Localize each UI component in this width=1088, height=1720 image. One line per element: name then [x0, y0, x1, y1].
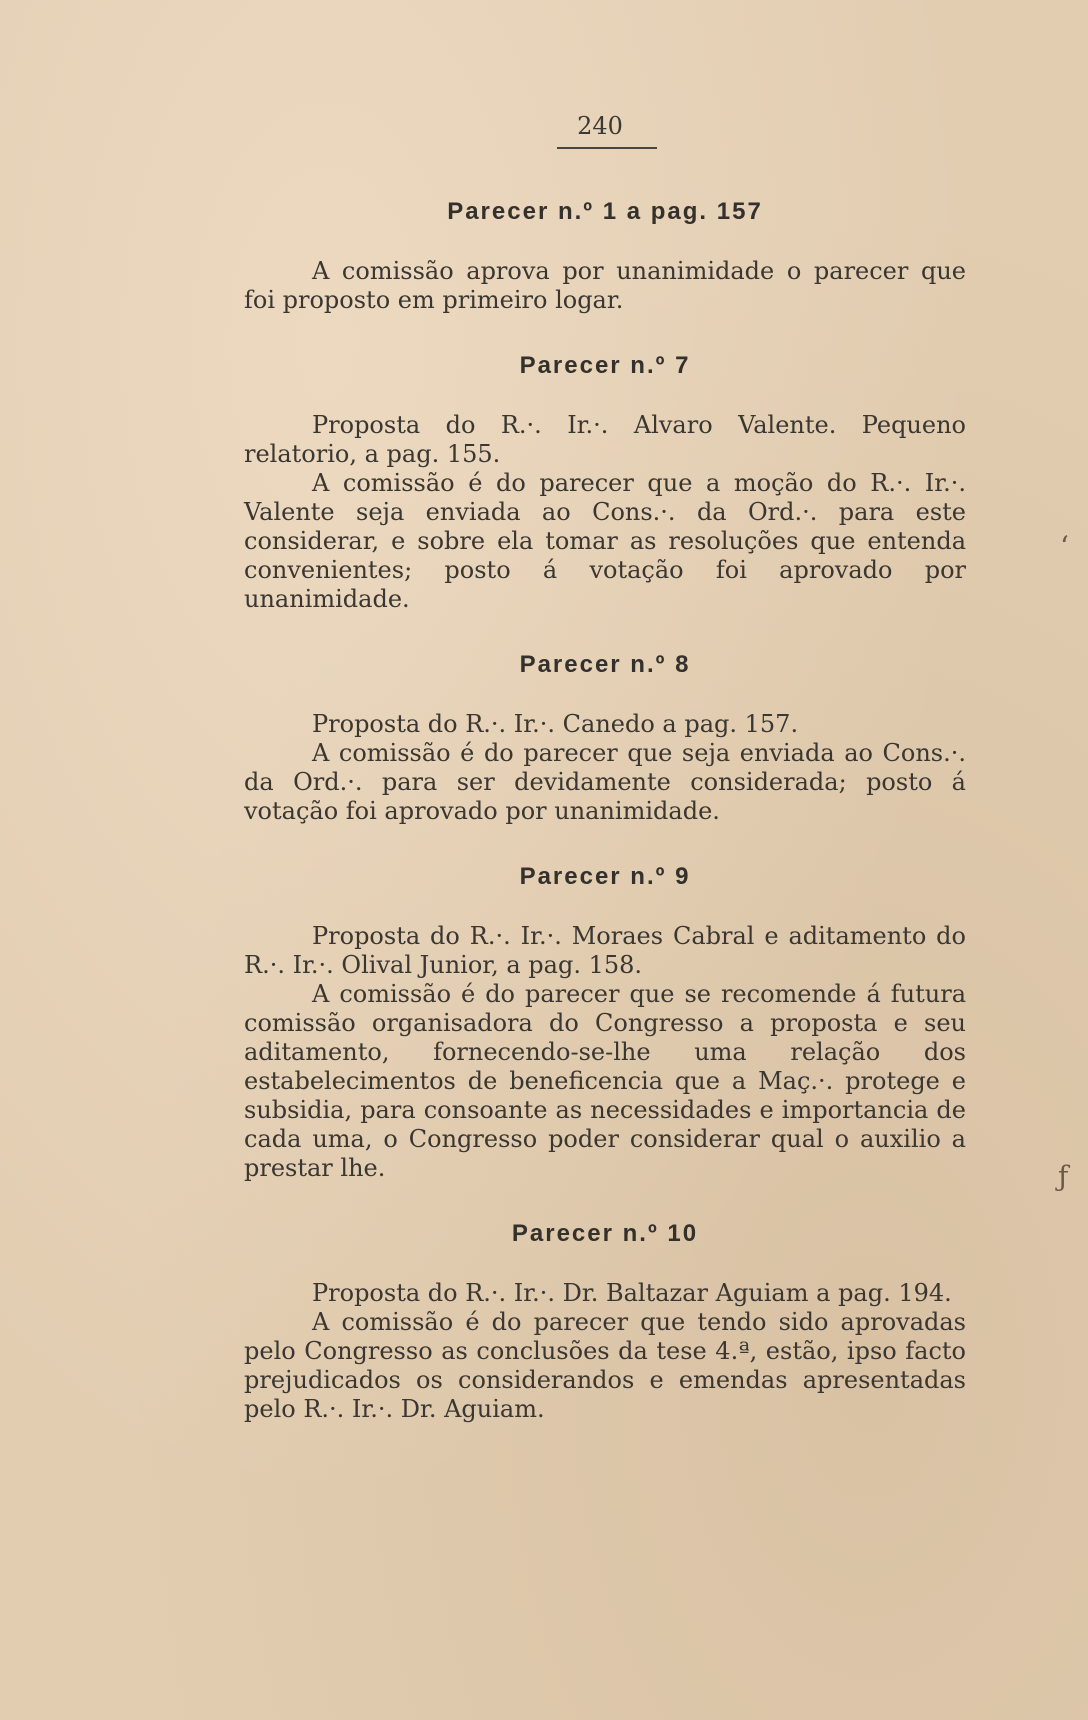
- paragraph: Proposta do R.·. Ir.·. Dr. Baltazar Aguiam a pag. 194.: [312, 1279, 952, 1307]
- paragraph: A comissão aprova por unanimidade o parecer que foi proposto em primeiro logar.: [244, 257, 966, 314]
- paragraph: A comissão é do parecer que a moção do R.·. Ir.·. Valente seja enviada ao Cons.·. da Ord.·. para este considerar, e sobre ela tomar as resoluções que entenda convenientes; posto á votação foi aprovado por unanimidade.: [244, 469, 966, 613]
- page-number: 240: [577, 112, 623, 140]
- section-heading: Parecer n.º 10: [511, 1220, 699, 1247]
- paragraph: Proposta do R.·. Ir.·. Alvaro Valente. Pequeno relatorio, a pag. 155.: [244, 411, 966, 468]
- document-body: [244, 195, 966, 1424]
- margin-mark-icon: ƒ: [1058, 1160, 1069, 1193]
- paragraph: A comissão é do parecer que tendo sido aprovadas pelo Congresso as conclusões da tese 4.ª, estão, ipso facto prejudicados os considerandos e emendas apresentadas pelo R.·. Ir.·. Dr. Aguiam.: [244, 1308, 966, 1423]
- section-heading: Parecer n.º 1 a pag. 157: [447, 198, 763, 225]
- section-heading: Parecer n.º 8: [519, 651, 691, 678]
- section-heading: Parecer n.º 7: [519, 352, 691, 379]
- paragraph: A comissão é do parecer que se recomende á futura comissão organisadora do Congresso a proposta e seu aditamento, fornecendo-se-lhe uma relação dos estabelecimentos de beneficencia que a Maç.·. protege e subsidia, para consoante as necessidades e importancia de cada uma, o Congresso poder considerar qual o auxilio a prestar lhe.: [244, 980, 966, 1182]
- margin-mark-icon: ‘: [1060, 530, 1069, 563]
- section-heading: Parecer n.º 9: [519, 863, 691, 890]
- paragraph: Proposta do R.·. Ir.·. Canedo a pag. 157.: [312, 710, 799, 738]
- page-number-underline: [557, 147, 657, 149]
- paragraph: Proposta do R.·. Ir.·. Moraes Cabral e aditamento do R.·. Ir.·. Olival Junior, a pag. 158.: [244, 922, 966, 979]
- paragraph: A comissão é do parecer que seja enviada ao Cons.·. da Ord.·. para ser devidamente considerada; posto á votação foi aprovado por unanimidade.: [244, 739, 966, 825]
